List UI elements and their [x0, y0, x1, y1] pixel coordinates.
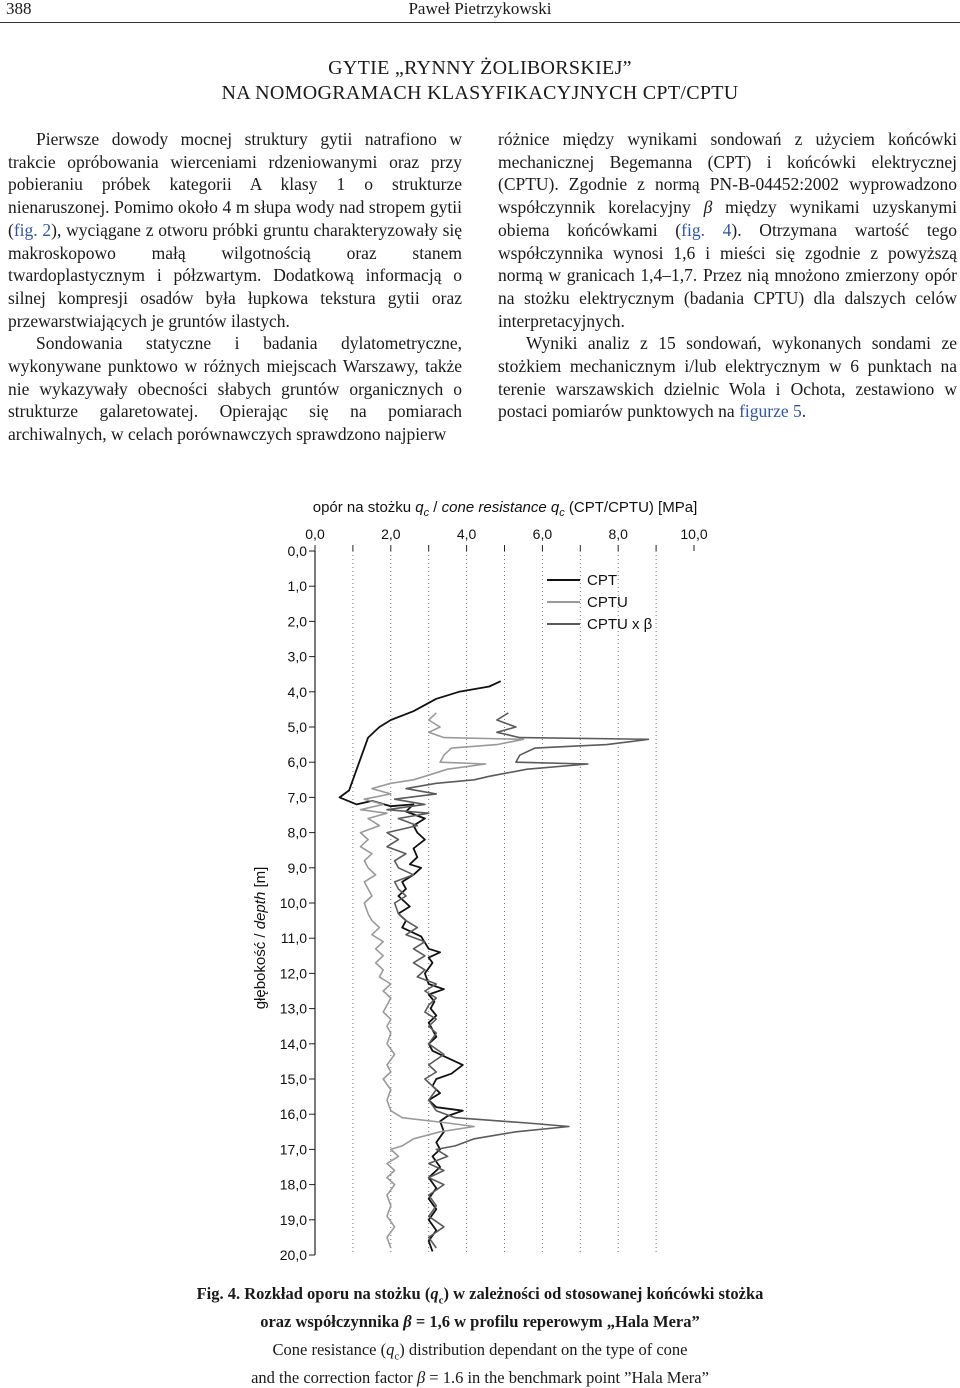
text-run: .: [801, 401, 807, 422]
y-tick-label: 17,0: [279, 1141, 307, 1158]
y-tick-label: 9,0: [287, 859, 307, 876]
series-line-2: [361, 713, 524, 1248]
page-header: [0, 0, 960, 23]
x-tick-label: 2,0: [381, 526, 401, 542]
caption-polish-line1: Fig. 4. Rozkład oporu na stożku $(q_c)$ w zależności od stosowanej końcówki stożka: [196, 1284, 764, 1307]
y-tick-label: 5,0: [287, 719, 307, 735]
paragraph: [498, 128, 957, 332]
caption-polish: [0, 1283, 960, 1332]
left-column: [8, 128, 462, 446]
series-lines: [340, 681, 649, 1251]
x-tick-label: 4,0: [456, 526, 477, 542]
y-tick-label: 16,0: [279, 1106, 307, 1123]
y-tick-label: 3,0: [287, 648, 307, 665]
y-tick-label: 13,0: [279, 1000, 307, 1017]
text-run: różnice między wynikami sondowań z użyciem końcówki mechanicznej Begemanna (CPT) i końcówki elektrycznej (CPTU). Zgodnie z normą PN-B-04452:2002 wyprowadzono współczynnik korelacyjny: [498, 129, 957, 218]
series-line-3: [387, 713, 649, 1248]
section-title: [0, 56, 960, 106]
figure-link[interactable]: fig.: [13, 219, 38, 240]
y-tick-label: 7,0: [287, 789, 307, 806]
axes: [309, 537, 694, 1255]
text-run: Wyniki analiz z 15 sondowań, wykonanych sondami ze stożkiem mechanicznym i/lub elektrycznym w 6 punktach na terenie warszawskich dzielnic Wola i Ochota, zestawiono w postaci pomiarów punktowych na: [498, 333, 957, 422]
y-tick-label: 18,0: [279, 1176, 307, 1193]
y-tick-label: 1,0: [287, 578, 307, 595]
y-tick-label: 20,0: [279, 1247, 307, 1263]
y-tick-label: 10,0: [279, 895, 307, 911]
y-tick-label: 0,0: [287, 543, 307, 559]
figure-link[interactable]: 2: [42, 219, 52, 240]
legend-label: CPT: [587, 572, 617, 589]
y-tick-label: 12,0: [279, 965, 307, 982]
y-tick-label: 19,0: [279, 1211, 307, 1228]
y-tick-label: 2,0: [287, 613, 307, 630]
grid: [353, 551, 656, 1255]
caption-english-line1: Cone resistance $(q_c)$ distribution dependant on the type of cone: [272, 1340, 688, 1363]
text-run: ), wyciągane z otworu próbki gruntu charakteryzowały się makroskopowo małą wilgotnością oraz stanem twardoplastycznym i półzwartym. Dodatkową informacją o silnej kompresji osadów była łupkowa tekstura gytii oraz przewarstwiających je gruntów ilastych.: [8, 219, 463, 331]
x-tick-label: 10,0: [680, 526, 708, 542]
right-column: [498, 128, 957, 423]
cone-resistance-chart: [0, 492, 960, 1272]
y-tick-label: 11,0: [280, 930, 307, 947]
paragraph: [8, 128, 462, 332]
text-run: ). Otrzymana wartość tego współczynnika wynosi 1,6 i mieści się zgodnie z powyższą normą w granicach 1,4–1,7. Przez nią mnożono zmierzony opór na stożku elektrycznym (badania CPTU) dla dalszych celów interpretacyjnych.: [498, 219, 957, 331]
running-head-author: Paweł Pietrzykowski: [408, 0, 552, 18]
y-tick-label: 6,0: [287, 754, 307, 771]
section-title-line1: GYTIE „RYNNY ŻOLIBORSKIEJ”: [328, 57, 632, 79]
text-run: między wynikami uzyskanymi obiema końcówkami (: [498, 197, 958, 240]
tick-labels: [280, 526, 708, 1263]
figure-link[interactable]: fig. 4: [681, 219, 732, 240]
y-axis-title: głębokość / depth [m]: [252, 866, 269, 1010]
y-tick-label: 4,0: [287, 683, 307, 700]
y-tick-label: 15,0: [279, 1071, 307, 1087]
legend-label: CPTU: [587, 594, 628, 611]
x-axis-title: opór na stożku $q_c$ / cone resistance $q_c$ (CPT/CPTU) [MPa]: [312, 499, 698, 519]
y-tick-label: 8,0: [287, 824, 307, 841]
x-tick-label: 6,0: [532, 526, 553, 542]
caption-english-line2: and the correction factor β = 1.6 in the benchmark point ”Hala Mera”: [251, 1368, 709, 1388]
paragraph: [498, 332, 957, 423]
text-run: Pierwsze dowody mocnej struktury gytii natrafiono w trakcie opróbowania wierceniami rdzeniowanymi oraz przy pobieraniu próbek kategorii A klasy 1 o strukturze nienaruszonej. Pomimo około 4 m słupa wody nad stropem gytii (: [8, 129, 462, 240]
x-tick-label: 0,0: [305, 526, 325, 542]
page-number: 388: [6, 0, 32, 18]
x-tick-label: 8,0: [608, 526, 628, 542]
y-tick-label: 14,0: [279, 1035, 307, 1052]
figure-link[interactable]: figurze 5: [739, 401, 802, 422]
legend: [547, 572, 653, 633]
paragraph: Sondowania statyczne i badania dylatometryczne, wykonywane punktowo w różnych miejscach Warszawy, także nie wykazywały obecności słabych gruntów organicznych o strukturze galaretowatej. Opierając się na pomiarach archiwalnych, w celach porównawczych sprawdzono najpierw: [8, 333, 462, 445]
legend-label: CPTU x β: [587, 616, 653, 633]
caption-polish-line2: oraz współczynnika β = 1,6 w profilu reperowym „Hala Mera”: [260, 1312, 700, 1332]
beta-symbol: β: [703, 197, 713, 218]
section-title-line2: NA NOMOGRAMACH KLASYFIKACYJNYCH CPT/CPTU: [221, 82, 739, 104]
